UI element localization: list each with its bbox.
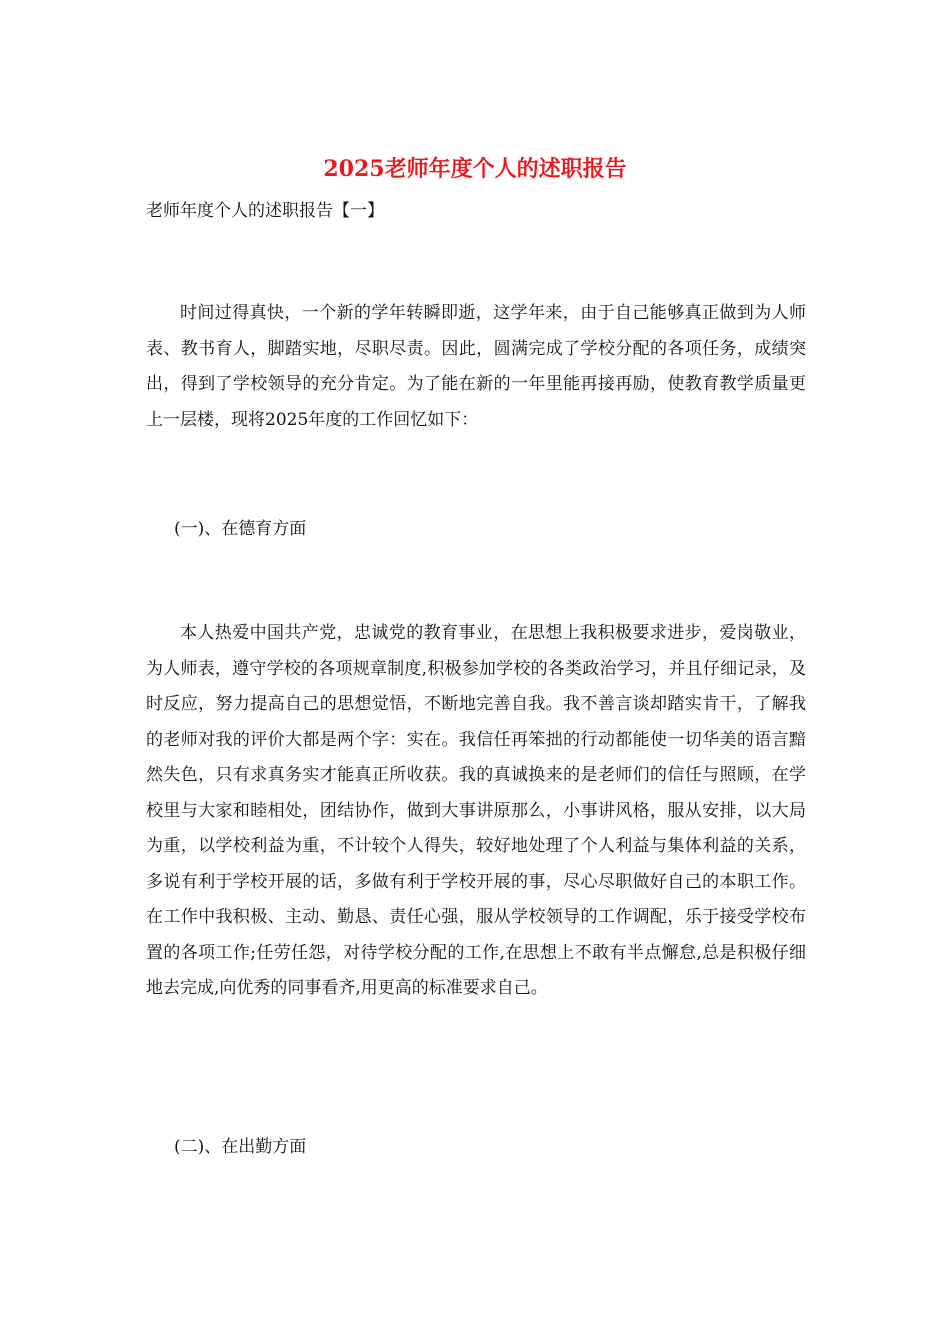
section-body-1: 本人热爱中国共产党，忠诚党的教育事业，在思想上我积极要求进步，爱岗敬业，为人师表，遵守学校的各项规章制度,积极参加学校的各类政治学习，并且仔细记录，及时反应，努力提高自己的思想觉悟，不断地完善自我。我不善言谈却踏实肯干，了解我的老师对我的评价大都是两个字：实在。我信任再笨拙的行动都能使一切华美的语言黯然失色，只有求真务实才能真正所收获。我的真诚换来的是老师们的信任与照顾，在学校里与大家和睦相处，团结协作，做到大事讲原那么，小事讲风格，服从安排，以大局为重，以学校利益为重，不计较个人得失，较好地处理了个人利益与集体利益的关系，多说有利于学校开展的话，多做有利于学校开展的事，尽心尽职做好自己的本职工作。在工作中我积极、主动、勤恳、责任心强，服从学校领导的工作调配，乐于接受学校布置的各项工作;任劳任怨，对待学校分配的工作,在思想上不敢有半点懈怠,总是积极仔细地去完成,向优秀的同事看齐,用更高的标准要求自己。 bbox=[146, 623, 806, 998]
section-heading-2: (二)、在出勤方面 bbox=[174, 1137, 307, 1157]
section-heading-1: (一)、在德育方面 bbox=[174, 519, 307, 539]
document-title: 2025老师年度个人的述职报告 bbox=[323, 156, 627, 182]
document-subtitle: 老师年度个人的述职报告【一】 bbox=[146, 201, 384, 221]
intro-paragraph: 时间过得真快，一个新的学年转瞬即逝，这学年来，由于自己能够真正做到为人师表、教书育人，脚踏实地，尽职尽责。因此，圆满完成了学校分配的各项任务，成绩突出，得到了学校领导的充分肯定。为了能在新的一年里能再接再励，使教育教学质量更上一层楼，现将2025年度的工作回忆如下： bbox=[146, 303, 806, 430]
